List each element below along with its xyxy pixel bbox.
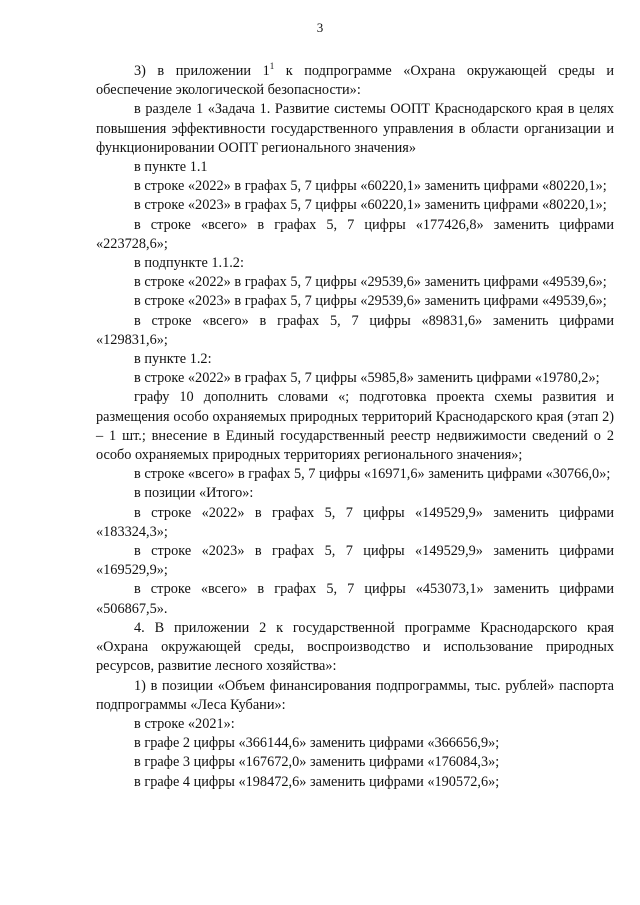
paragraph: в строке «2023» в графах 5, 7 цифры «149529,9» заменить цифрами «169529,9»; — [96, 543, 614, 579]
paragraph: в строке «2022» в графах 5, 7 цифры «5985,8» заменить цифрами «19780,2»; — [134, 370, 600, 387]
superscript-index: 1 — [269, 61, 275, 71]
paragraph: графу 10 дополнить словами «; подготовка проекта схемы развития и размещения особо охраняемых природных территорий Краснодарского края (этап 2) – 1 шт.; внесение в Единый государственный реестр недвижимости сведений о 2 особо охраняемых природных территориях регионального значения»; — [96, 389, 614, 464]
paragraph: в строке «всего» в графах 5, 7 цифры «16971,6» заменить цифрами «30766,0»; — [134, 466, 611, 483]
paragraph: в строке «2023» в графах 5, 7 цифры «29539,6» заменить цифрами «49539,6»; — [134, 293, 607, 310]
paragraph-text: к подпрограмме «Охрана окружающей среды и обеспечение экологической безопасности»: — [96, 63, 614, 99]
paragraph: в строке «всего» в графах 5, 7 цифры «453073,1» заменить цифрами «506867,5». — [96, 581, 614, 617]
paragraph: в строке «2022» в графах 5, 7 цифры «149529,9» заменить цифрами «183324,3»; — [96, 504, 614, 540]
paragraph: в строке «2021»: — [134, 715, 235, 732]
paragraph: в разделе 1 «Задача 1. Развитие системы ООПТ Краснодарского края в целях повышения эффективности государственного управления в области организации и функционировании ООПТ регионального значения» — [96, 101, 614, 156]
page-number: 3 — [316, 20, 324, 35]
paragraph: 1) в позиции «Объем финансирования подпрограммы, тыс. рублей» паспорта подпрограммы «Леса Кубани»: — [96, 677, 614, 713]
paragraph: в строке «2022» в графах 5, 7 цифры «60220,1» заменить цифрами «80220,1»; — [134, 178, 607, 195]
paragraph: в строке «всего» в графах 5, 7 цифры «89831,6» заменить цифрами «129831,6»; — [96, 312, 614, 348]
paragraph-text: 3) в приложении 1 — [134, 63, 270, 79]
paragraph-item-4: 4. В приложении 2 к государственной программе Краснодарского края «Охрана окружающей среды, воспроизводство и использование природных ресурсов, развитие лесного хозяйства»: — [96, 619, 614, 675]
paragraph: в строке «2022» в графах 5, 7 цифры «29539,6» заменить цифрами «49539,6»; — [134, 274, 607, 291]
paragraph: в пункте 1.1 — [134, 159, 208, 176]
paragraph-item-3 — [96, 62, 614, 100]
paragraph: в графе 4 цифры «198472,6» заменить цифрами «190572,6»; — [134, 773, 500, 790]
paragraph: в строке «2023» в графах 5, 7 цифры «60220,1» заменить цифрами «80220,1»; — [134, 197, 607, 214]
paragraph: в подпункте 1.1.2: — [134, 255, 244, 272]
paragraph: в строке «всего» в графах 5, 7 цифры «177426,8» заменить цифрами «223728,6»; — [96, 216, 614, 252]
paragraph: в позиции «Итого»: — [134, 485, 254, 502]
paragraph: в графе 2 цифры «366144,6» заменить цифрами «366656,9»; — [134, 735, 500, 752]
document-body — [96, 62, 614, 792]
paragraph: в графе 3 цифры «167672,0» заменить цифрами «176084,3»; — [134, 754, 500, 771]
paragraph: в пункте 1.2: — [134, 351, 212, 368]
